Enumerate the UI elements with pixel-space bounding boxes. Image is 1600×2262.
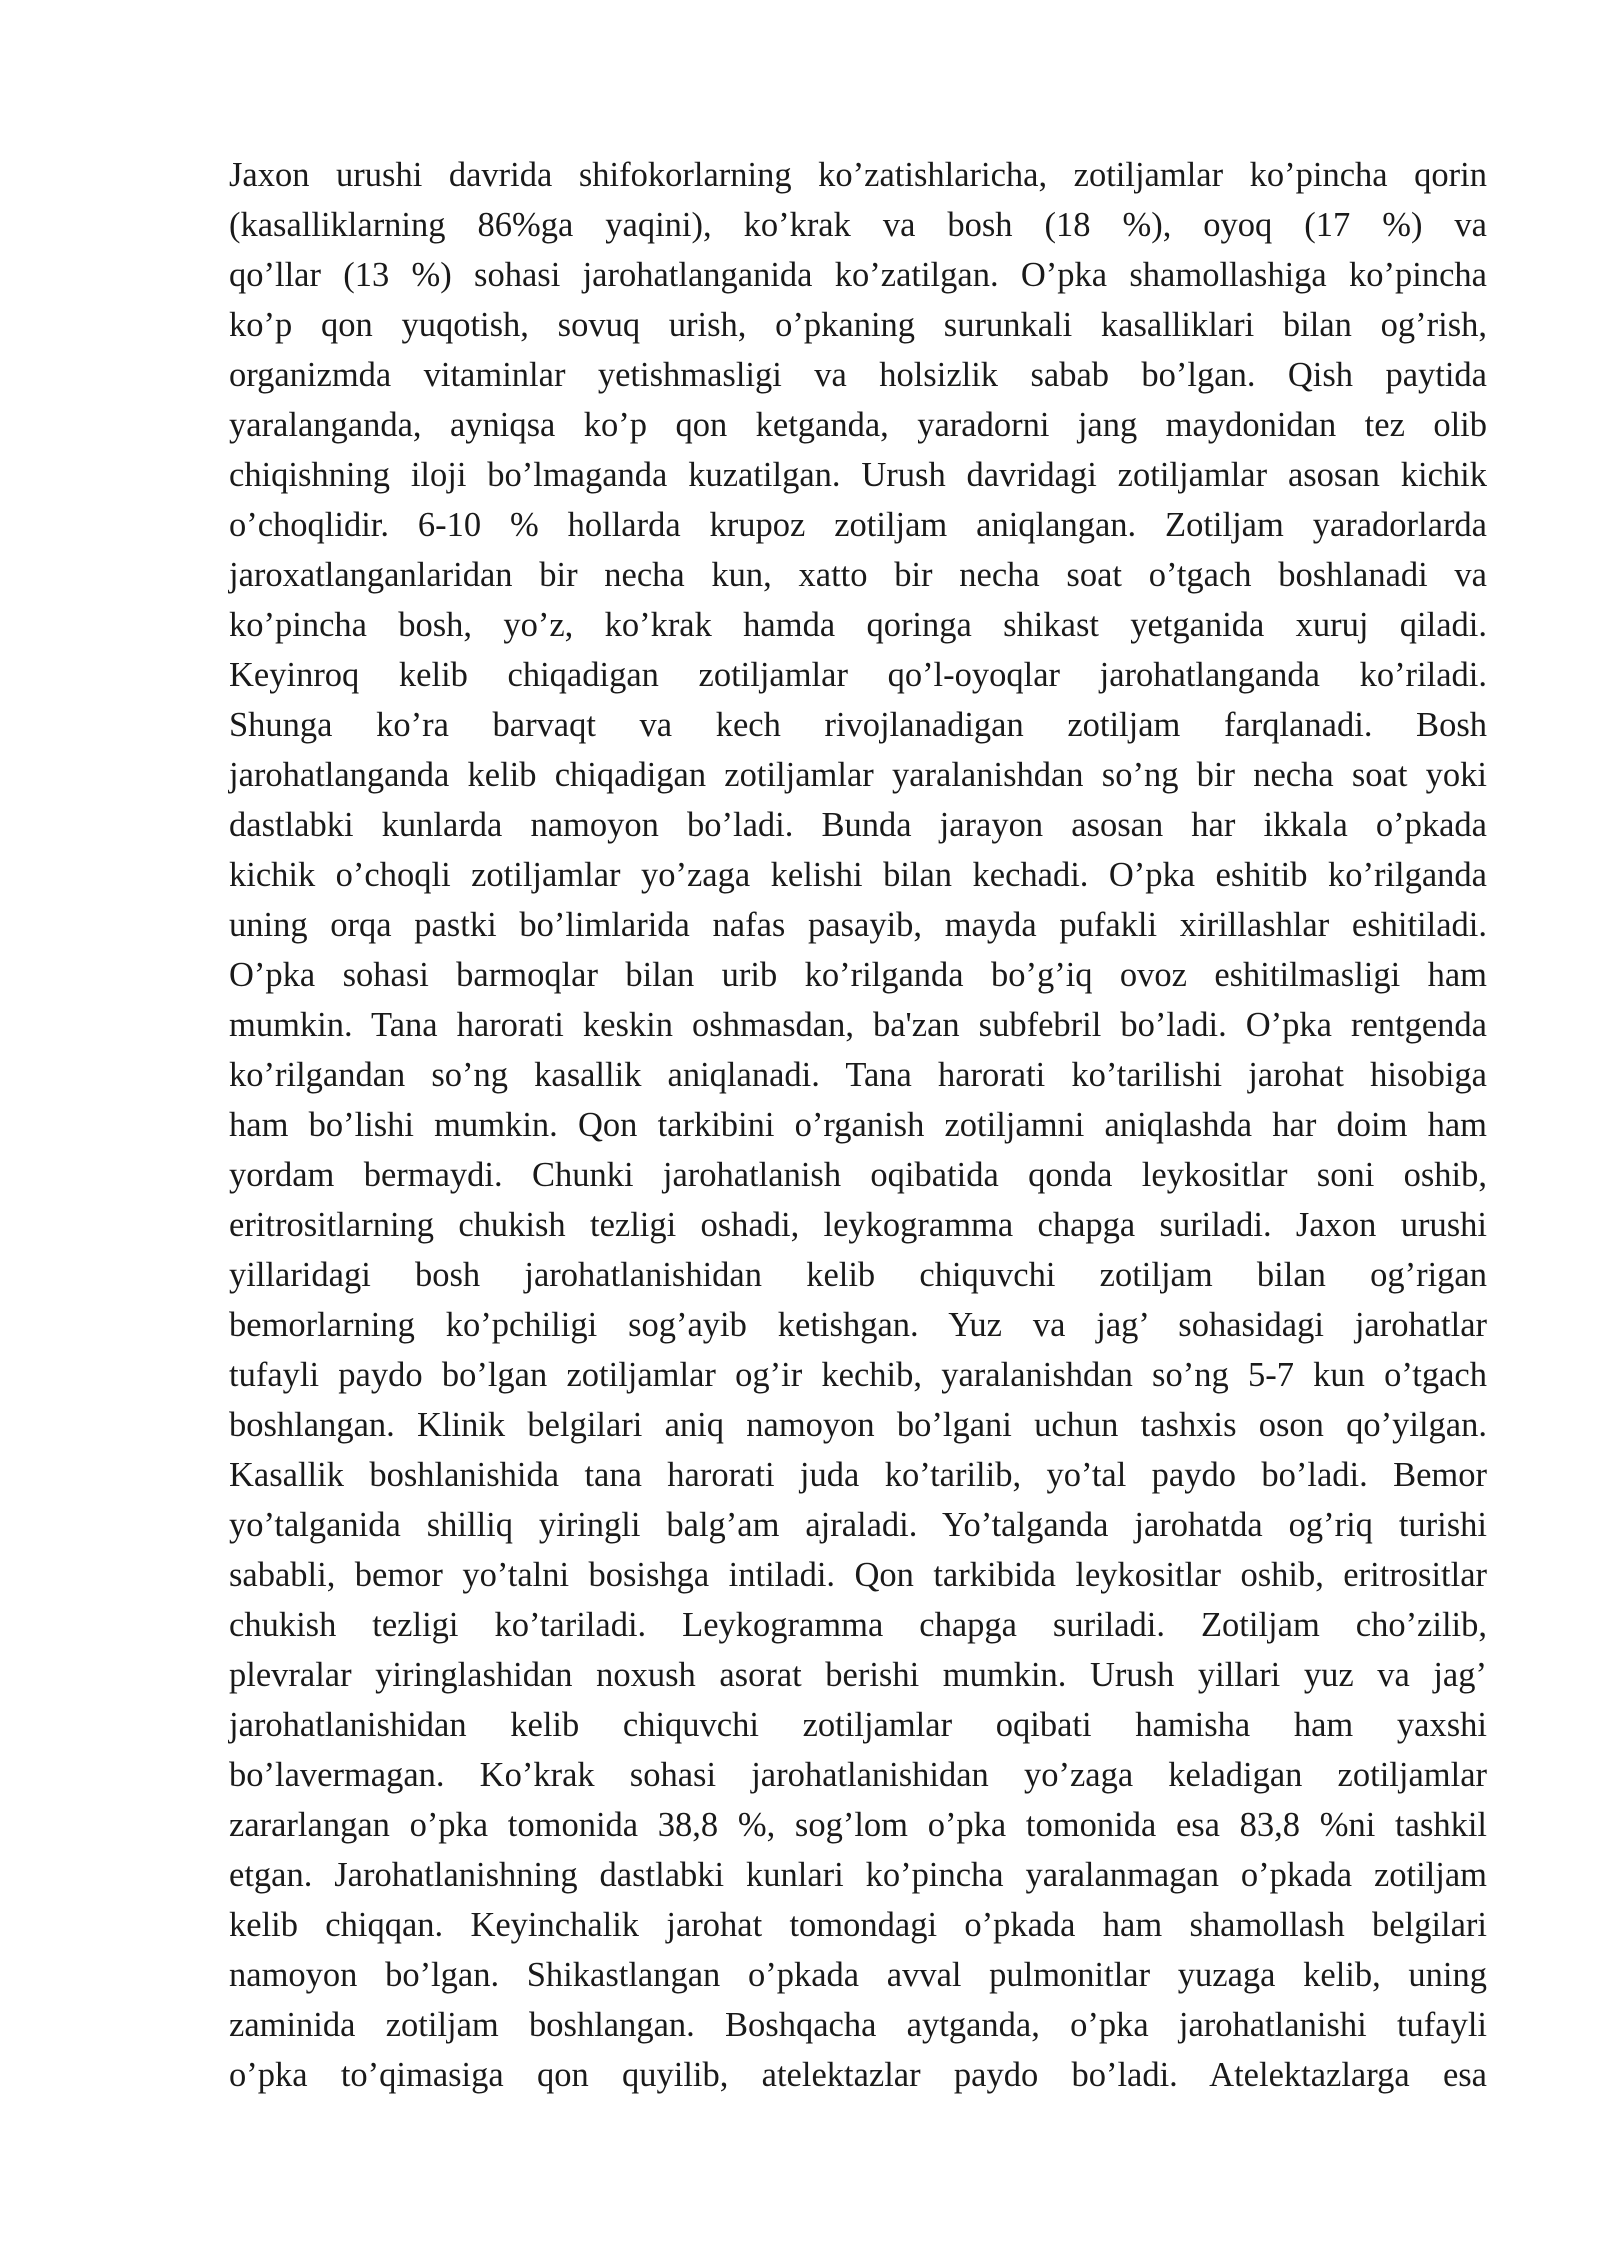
text-line: organizmda vitaminlar yetishmasligi va holsizlik sabab bo’lgan. Qish paytida	[229, 356, 1487, 394]
text-line: boshlangan. Klinik belgilari aniq namoyon bo’lgani uchun tashxis oson qo’yilgan.	[229, 1406, 1487, 1444]
text-line: yaralanganda, ayniqsa ko’p qon ketganda, yaradorni jang maydonidan tez olib	[229, 406, 1487, 444]
text-line: (kasalliklarning 86%ga yaqini), ko’krak va bosh (18 %), oyoq (17 %) va	[229, 206, 1487, 244]
text-line: namoyon bo’lgan. Shikastlangan o’pkada avval pulmonitlar yuzaga kelib, uning	[229, 1956, 1487, 1994]
text-line: Keyinroq kelib chiqadigan zotiljamlar qo’l-oyoqlar jarohatlanganda ko’riladi.	[229, 656, 1487, 694]
text-line: ko’rilgandan so’ng kasallik aniqlanadi. Tana harorati ko’tarilishi jarohat hisobiga	[229, 1056, 1487, 1094]
text-line: O’pka sohasi barmoqlar bilan urib ko’rilganda bo’g’iq ovoz eshitilmasligi ham	[229, 956, 1487, 994]
text-line: plevralar yiringlashidan noxush asorat berishi mumkin. Urush yillari yuz va jag’	[229, 1656, 1487, 1694]
text-line: chiqishning iloji bo’lmaganda kuzatilgan. Urush davridagi zotiljamlar asosan kichik	[229, 456, 1487, 494]
text-line: uning orqa pastki bo’limlarida nafas pasayib, mayda pufakli xirillashlar eshitiladi.	[229, 906, 1487, 944]
text-line: o’choqlidir. 6-10 % hollarda krupoz zotiljam aniqlangan. Zotiljam yaradorlarda	[229, 506, 1487, 544]
text-line: Jaxon urushi davrida shifokorlarning ko’zatishlaricha, zotiljamlar ko’pincha qorin	[229, 156, 1487, 194]
text-line: chukish tezligi ko’tariladi. Leykogramma chapga suriladi. Zotiljam cho’zilib,	[229, 1606, 1487, 1644]
text-line: jarohatlanishidan kelib chiquvchi zotiljamlar oqibati hamisha ham yaxshi	[229, 1706, 1487, 1744]
body-text	[229, 150, 1487, 2100]
text-line: yordam bermaydi. Chunki jarohatlanish oqibatida qonda leykositlar soni oshib,	[229, 1156, 1487, 1194]
text-line: sababli, bemor yo’talni bosishga intiladi. Qon tarkibida leykositlar oshib, eritrositlar	[229, 1556, 1487, 1594]
text-line: ham bo’lishi mumkin. Qon tarkibini o’rganish zotiljamni aniqlashda har doim ham	[229, 1106, 1487, 1144]
text-line: Kasallik boshlanishida tana harorati juda ko’tarilib, yo’tal paydo bo’ladi. Bemor	[229, 1456, 1487, 1494]
text-line: yillaridagi bosh jarohatlanishidan kelib chiquvchi zotiljam bilan og’rigan	[229, 1256, 1487, 1294]
text-line: ko’pincha bosh, yo’z, ko’krak hamda qoringa shikast yetganida xuruj qiladi.	[229, 606, 1487, 644]
text-line: jarohatlanganda kelib chiqadigan zotiljamlar yaralanishdan so’ng bir necha soat yoki	[229, 756, 1487, 794]
text-line: dastlabki kunlarda namoyon bo’ladi. Bunda jarayon asosan har ikkala o’pkada	[229, 806, 1487, 844]
text-line: jaroxatlanganlaridan bir necha kun, xatto bir necha soat o’tgach boshlanadi va	[229, 556, 1487, 594]
text-line: etgan. Jarohatlanishning dastlabki kunlari ko’pincha yaralanmagan o’pkada zotiljam	[229, 1856, 1487, 1894]
text-line: qo’llar (13 %) sohasi jarohatlanganida ko’zatilgan. O’pka shamollashiga ko’pincha	[229, 256, 1487, 294]
text-line: kelib chiqqan. Keyinchalik jarohat tomondagi o’pkada ham shamollash belgilari	[229, 1906, 1487, 1944]
text-line: ko’p qon yuqotish, sovuq urish, o’pkaning surunkali kasalliklari bilan og’rish,	[229, 306, 1487, 344]
text-line: zararlangan o’pka tomonida 38,8 %, sog’lom o’pka tomonida esa 83,8 %ni tashkil	[229, 1806, 1487, 1844]
text-line: o’pka to’qimasiga qon quyilib, atelektazlar paydo bo’ladi. Atelektazlarga esa	[229, 2056, 1487, 2094]
text-line: zaminida zotiljam boshlangan. Boshqacha aytganda, o’pka jarohatlanishi tufayli	[229, 2006, 1487, 2044]
text-line: kichik o’choqli zotiljamlar yo’zaga kelishi bilan kechadi. O’pka eshitib ko’rilganda	[229, 856, 1487, 894]
text-line: mumkin. Tana harorati keskin oshmasdan, ba'zan subfebril bo’ladi. O’pka rentgenda	[229, 1006, 1487, 1044]
text-line: Shunga ko’ra barvaqt va kech rivojlanadigan zotiljam farqlanadi. Bosh	[229, 706, 1487, 744]
text-line: bemorlarning ko’pchiligi sog’ayib ketishgan. Yuz va jag’ sohasidagi jarohatlar	[229, 1306, 1487, 1344]
text-line: yo’talganida shilliq yiringli balg’am ajraladi. Yo’talganda jarohatda og’riq turishi	[229, 1506, 1487, 1544]
text-line: eritrositlarning chukish tezligi oshadi, leykogramma chapga suriladi. Jaxon urushi	[229, 1206, 1487, 1244]
text-line: bo’lavermagan. Ko’krak sohasi jarohatlanishidan yo’zaga keladigan zotiljamlar	[229, 1756, 1487, 1794]
text-line: tufayli paydo bo’lgan zotiljamlar og’ir kechib, yaralanishdan so’ng 5-7 kun o’tgach	[229, 1356, 1487, 1394]
